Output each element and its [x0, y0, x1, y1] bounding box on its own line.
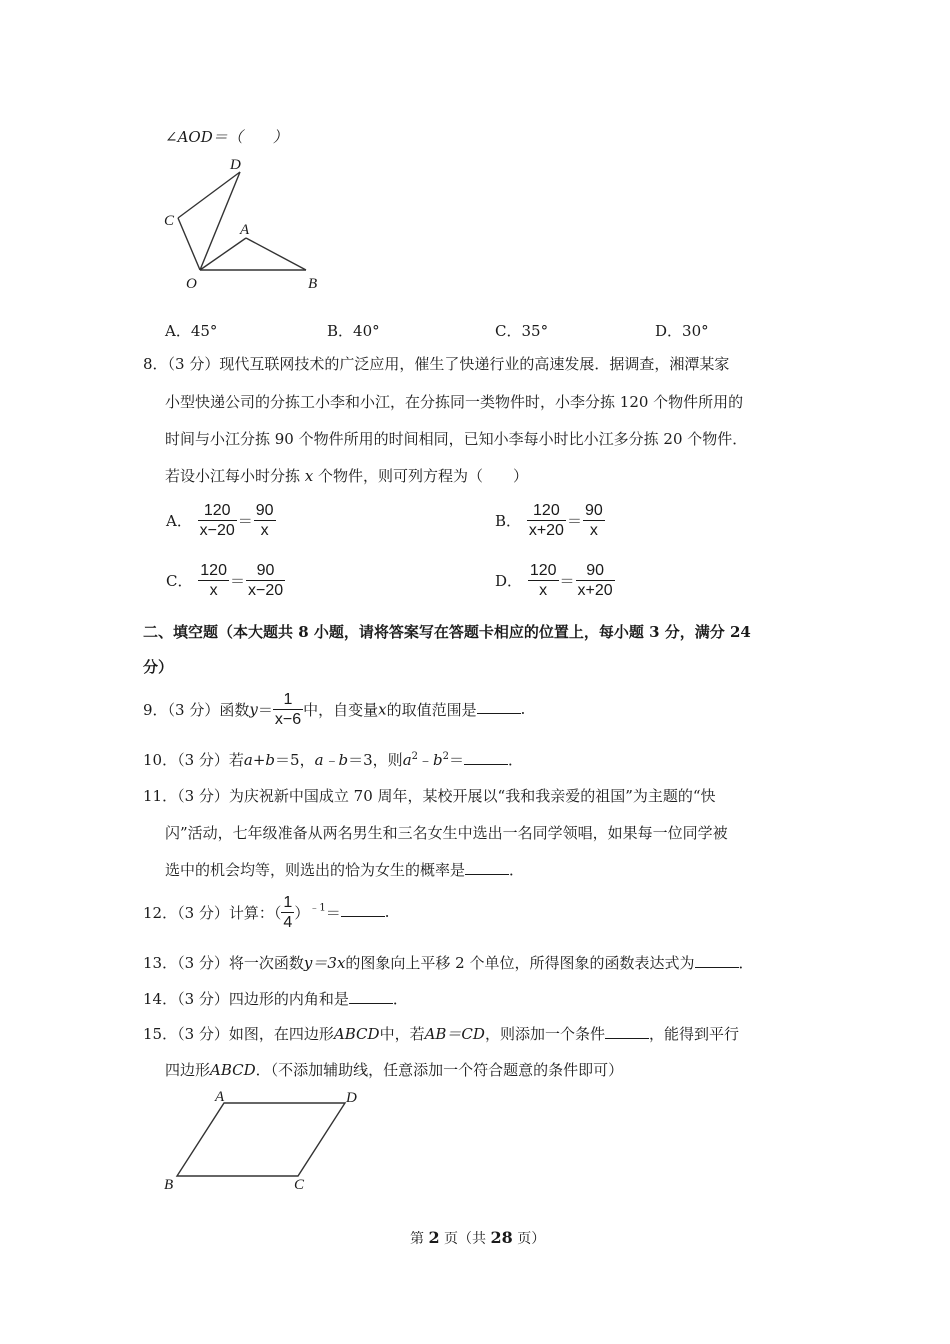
fraction: $\frac{90}{x-20}$ [247, 562, 284, 599]
q8-option-b: B． $\frac{120}{x+20}$ ＝ $\frac{90}{x}$ [495, 502, 603, 539]
label-a: A [240, 222, 250, 238]
q11-line1: 11．（3 分）为庆祝新中国成立 70 周年，某校开展以“我和我亲爱的祖国”为主题的“快 [143, 787, 716, 805]
label-d: D [346, 1090, 357, 1106]
q10: 10．（3 分）若a+b＝5，a﹣b＝3，则$a^2﹣b^2=$ ． [143, 751, 524, 769]
section2-heading-line2: 分） [143, 658, 174, 676]
q8-line1: 8．（3 分）现代互联网技术的广泛应用，催生了快递行业的高速发展．据调查，湘潭某家 [143, 355, 730, 373]
q7-option-a: A．45° [165, 322, 218, 340]
q7-angle-figure [158, 152, 328, 292]
fraction: $\frac{90}{x}$ [584, 502, 603, 539]
page-footer: 第 2 页（共 28 页） [410, 1228, 546, 1247]
q11-line2: 闪”活动，七年级准备从两名男生和三名女生中选出一名同学领唱，如果每一位同学被 [165, 824, 728, 842]
label-b: B [308, 276, 318, 292]
label-a: A [215, 1089, 225, 1105]
q14: 14．（3 分）四边形的内角和是 ． [143, 990, 408, 1008]
q9: 9．（3 分）函数y＝ $\frac{1}{x-6}$ 中，自变量x的取值范围是 ． [143, 691, 536, 728]
fraction: $\frac{120}{x}$ [529, 562, 557, 599]
fraction: $\frac{120}{x}$ [200, 562, 227, 599]
fraction: $\frac{90}{x+20}$ [577, 562, 613, 599]
answer-blank[interactable] [477, 699, 521, 714]
q12: 12．（3 分）计算：（ $\frac{1}{4}$ ）$^{﹣1}$＝ ． [143, 894, 400, 931]
answer-blank[interactable] [349, 989, 393, 1004]
label-d: D [230, 157, 241, 173]
label-c: C [164, 213, 175, 229]
q7-option-d: D．30° [655, 322, 709, 340]
q15-line1: 15．（3 分）如图，在四边形ABCD中，若AB＝CD，则添加一个条件 ，能得到平行 [143, 1025, 739, 1043]
answer-blank[interactable] [464, 750, 508, 765]
q15-parallelogram-figure [160, 1085, 370, 1195]
q15-line2: 四边形ABCD．（不添加辅助线，任意添加一个符合题意的条件即可） [165, 1061, 624, 1079]
q7-option-c: C．35° [495, 322, 549, 340]
label-c: C [294, 1177, 305, 1193]
parallelogram-abcd [177, 1103, 345, 1176]
section2-heading-line1: 二、填空题（本大题共 8 小题，请将答案写在答题卡相应的位置上，每小题 3 分，满分 24 [143, 623, 751, 641]
answer-blank[interactable] [605, 1024, 649, 1039]
segment-ab [246, 238, 306, 270]
fraction: $\frac{120}{x+20}$ [528, 502, 564, 539]
q13: 13．（3 分）将一次函数y＝3x的图象向上平移 2 个单位，所得图象的函数表达式为 ． [143, 954, 754, 972]
q8-option-c: C． $\frac{120}{x}$ ＝ $\frac{90}{x-20}$ [166, 562, 284, 599]
fraction: $\frac{1}{4}$ [283, 894, 293, 931]
q8-option-d: D． $\frac{120}{x}$ ＝ $\frac{90}{x+20}$ [495, 562, 613, 599]
answer-blank[interactable] [341, 902, 385, 917]
q7-option-b: B．40° [327, 322, 380, 340]
q8-line2: 小型快递公司的分拣工小李和小江，在分拣同一类物件时，小李分拣 120 个物件所用的 [165, 393, 744, 411]
q11-line3: 选中的机会均等，则选出的恰为女生的概率是 ． [165, 861, 525, 879]
fraction: $\frac{90}{x}$ [255, 502, 274, 539]
q8-line4: 若设小江每小时分拣 x 个物件，则可列方程为（ ） [165, 467, 529, 485]
q8-line3: 时间与小江分拣 90 个物件所用的时间相同，已知小李每小时比小江多分拣 20 个物件． [165, 430, 748, 448]
ray-oc [178, 218, 200, 270]
label-b: B [164, 1177, 174, 1193]
answer-blank[interactable] [465, 860, 509, 875]
answer-blank[interactable] [695, 953, 739, 968]
q8-option-a: A． $\frac{120}{x-20}$ ＝ $\frac{90}{x}$ [166, 502, 274, 539]
label-o: O [186, 276, 197, 292]
fraction: $\frac{1}{x-6}$ [274, 691, 302, 728]
fraction: $\frac{120}{x-20}$ [199, 502, 235, 539]
q7-stem: ∠AOD＝（ ） [165, 128, 288, 146]
